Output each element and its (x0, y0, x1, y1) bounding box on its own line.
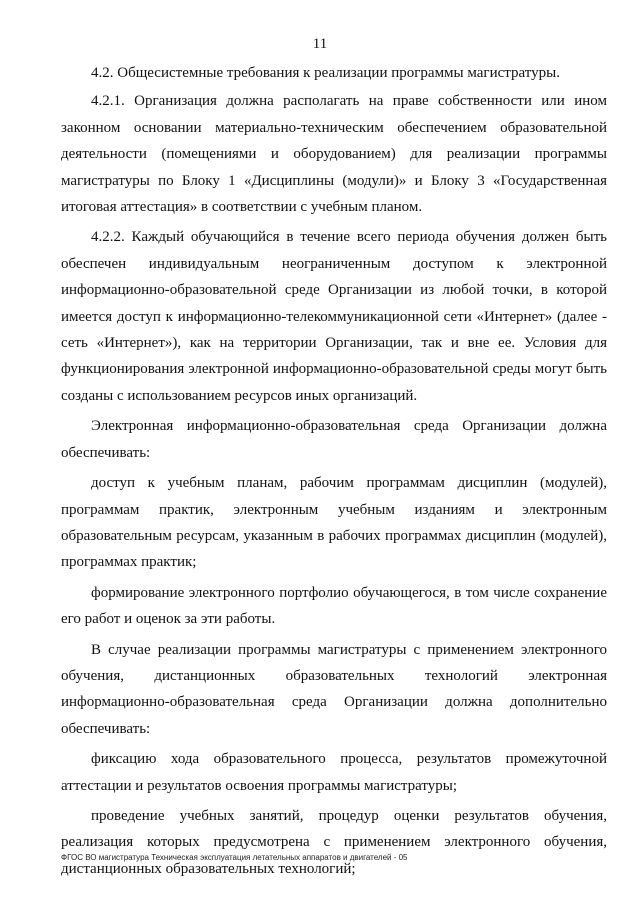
list-item-portfolio: формирование электронного портфолио обучающегося, в том числе сохранение его работ и оценок за эти работы. (61, 584, 607, 628)
paragraph-4-2-2: 4.2.2. Каждый обучающийся в течение всего периода обучения должен быть обеспечен индивидуальным неограниченным доступом к электронной информационно-образовательной среде Организации из любой точки, в которой имеется доступ к информационно-телекоммуникационной сети «Интернет» (далее - сеть «Интернет»), как на территории Организации, так и вне ее. Условия для функционирования электронной информационно-образовательной среды могут быть созданы с использованием ресурсов иных организаций. (61, 229, 607, 404)
document-body (61, 60, 607, 886)
list-item-classes: проведение учебных занятий, процедур оценки результатов обучения, реализация которых предусмотрена с применением электронного обучения, дистанционных образовательных технологий; (61, 807, 607, 877)
section-heading: 4.2. Общесистемные требования к реализации программы магистратуры. (91, 65, 560, 81)
paragraph-e-learning: В случае реализации программы магистратуры с применением электронного обучения, дистанционных образовательных технологий электронная информационно-образовательная среда Организации должна дополнительно обеспечивать: (61, 641, 607, 737)
paragraph-4-2-1: 4.2.1. Организация должна располагать на праве собственности или ином законном основании материально-техническим обеспечением образовательной деятельности (помещениями и оборудованием) для реализации программы магистратуры по Блоку 1 «Дисциплины (модули)» и Блоку 3 «Государственная итоговая аттестация» в соответствии с учебным планом. (61, 93, 607, 216)
paragraph-eios-intro: Электронная информационно-образовательная среда Организации должна обеспечивать: (61, 418, 607, 461)
list-item-fixation: фиксацию хода образовательного процесса, результатов промежуточной аттестации и результатов освоения программы магистратуры; (61, 751, 607, 794)
list-item-access: доступ к учебным планам, рабочим программам дисциплин (модулей), программам практик, электронным учебным изданиям и электронным образовательным ресурсам, указанным в рабочих программах дисциплин (модулей), программах практик; (61, 475, 607, 571)
page-number: 11 (312, 36, 328, 52)
page-footer: ФГОС ВО магистратура Техническая эксплуатация летательных аппаратов и двигателей - 05 (61, 853, 408, 862)
